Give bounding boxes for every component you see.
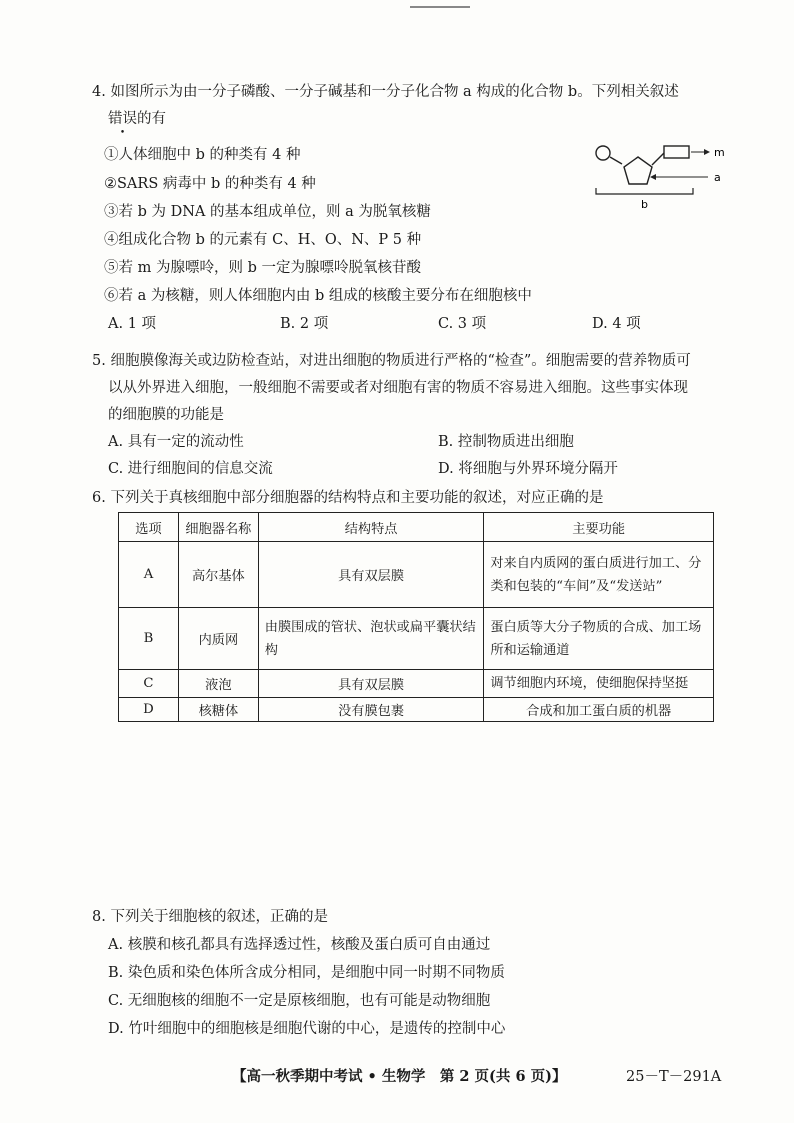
label-a: a: [714, 171, 721, 184]
q5-stem-line1: 5. 细胞膜像海关或边防检查站，对进出细胞的物质进行严格的“检查”。细胞需要的营养物质可: [92, 353, 691, 369]
table-cell: 调节细胞内环境，使细胞保持坚挺: [484, 670, 714, 698]
q8-option-d: D. 竹叶细胞中的细胞核是细胞代谢的中心，是遗传的控制中心: [108, 1021, 506, 1037]
table-cell: 内质网: [178, 608, 258, 670]
q4-item-1: ①人体细胞中 b 的种类有 4 种: [104, 147, 301, 163]
sugar-pentagon: [624, 157, 652, 184]
q4-option-c: C. 3 项: [438, 316, 487, 332]
table-cell: 高尔基体: [178, 542, 258, 608]
phosphate-circle: [596, 146, 610, 160]
label-m: m: [714, 146, 725, 159]
q4-item-6: ⑥若 a 为核糖，则人体细胞内由 b 组成的核酸主要分布在细胞核中: [104, 288, 532, 304]
q5-option-c: C. 进行细胞间的信息交流: [108, 461, 273, 477]
q8-option-c: C. 无细胞核的细胞不一定是原核细胞，也有可能是动物细胞: [108, 993, 491, 1009]
table-cell: 由膜围成的管状、泡状或扁平囊状结构: [258, 608, 484, 670]
table-row: [119, 670, 714, 698]
q4-stem-emphasis: 错误: [108, 111, 137, 127]
table-cell: D: [119, 698, 179, 722]
q5-option-d: D. 将细胞与外界环境分隔开: [438, 461, 618, 477]
top-mark: [410, 6, 470, 8]
footer-code: 25－T－291A: [626, 1069, 722, 1085]
q4-option-b: B. 2 项: [280, 316, 329, 332]
q4-stem-line1: 4. 如图所示为由一分子磷酸、一分子碱基和一分子化合物 a 构成的化合物 b。下列相关叙述: [92, 84, 679, 100]
table-cell: B: [119, 608, 179, 670]
nucleotide-diagram: [590, 138, 730, 216]
table-cell: 液泡: [178, 670, 258, 698]
table-row: [119, 698, 714, 722]
table-cell: 具有双层膜: [258, 542, 484, 608]
q4-stem-line2: [108, 107, 166, 128]
q5-option-b: B. 控制物质进出细胞: [438, 434, 574, 450]
table-row: [119, 542, 714, 608]
q4-item-2: ②SARS 病毒中 b 的种类有 4 种: [104, 176, 316, 192]
bracket-b: [596, 188, 693, 194]
table-header-row: [119, 513, 714, 542]
label-b: b: [641, 198, 648, 211]
q4-item-3: ③若 b 为 DNA 的基本组成单位，则 a 为脱氧核糖: [104, 204, 431, 220]
q4-item-5: ⑤若 m 为腺嘌呤，则 b 一定为腺嘌呤脱氧核苷酸: [104, 260, 421, 276]
table-row: [119, 608, 714, 670]
table-cell: 具有双层膜: [258, 670, 484, 698]
q5-stem-line3: 的细胞膜的功能是: [108, 407, 224, 423]
table-header: 细胞器名称: [178, 513, 258, 542]
q8-stem: 8. 下列关于细胞核的叙述，正确的是: [92, 909, 328, 925]
q5-stem-line2: 以从外界进入细胞，一般细胞不需要或者对细胞有害的物质不容易进入细胞。这些事实体现: [108, 380, 688, 396]
table-cell: A: [119, 542, 179, 608]
q6-stem: 6. 下列关于真核细胞中部分细胞器的结构特点和主要功能的叙述，对应正确的是: [92, 490, 604, 506]
q8-option-a: A. 核膜和核孔都具有选择透过性，核酸及蛋白质可自由通过: [108, 937, 491, 953]
q4-option-a: A. 1 项: [108, 316, 157, 332]
q4-option-d: D. 4 项: [592, 316, 641, 332]
organelle-table: [118, 512, 714, 722]
table-cell: 蛋白质等大分子物质的合成、加工场所和运输通道: [484, 608, 714, 670]
q5-option-a: A. 具有一定的流动性: [108, 434, 244, 450]
table-header: 选项: [119, 513, 179, 542]
table-header: 主要功能: [484, 513, 714, 542]
q4-item-4: ④组成化合物 b 的元素有 C、H、O、N、P 5 种: [104, 232, 422, 248]
table-cell: 合成和加工蛋白质的机器: [484, 698, 714, 722]
base-rectangle: [664, 146, 689, 158]
q4-stem-rest: 的有: [137, 111, 166, 127]
table-cell: C: [119, 670, 179, 698]
table-header: 结构特点: [258, 513, 484, 542]
q8-option-b: B. 染色质和染色体所含成分相同，是细胞中同一时期不同物质: [108, 965, 505, 981]
footer-title: 【高一秋季期中考试 • 生物学 第 2 页(共 6 页)】: [232, 1068, 567, 1085]
table-cell: 没有膜包裹: [258, 698, 484, 722]
table-cell: 对来自内质网的蛋白质进行加工、分类和包装的“车间”及“发送站”: [484, 542, 714, 608]
table-cell: 核糖体: [178, 698, 258, 722]
